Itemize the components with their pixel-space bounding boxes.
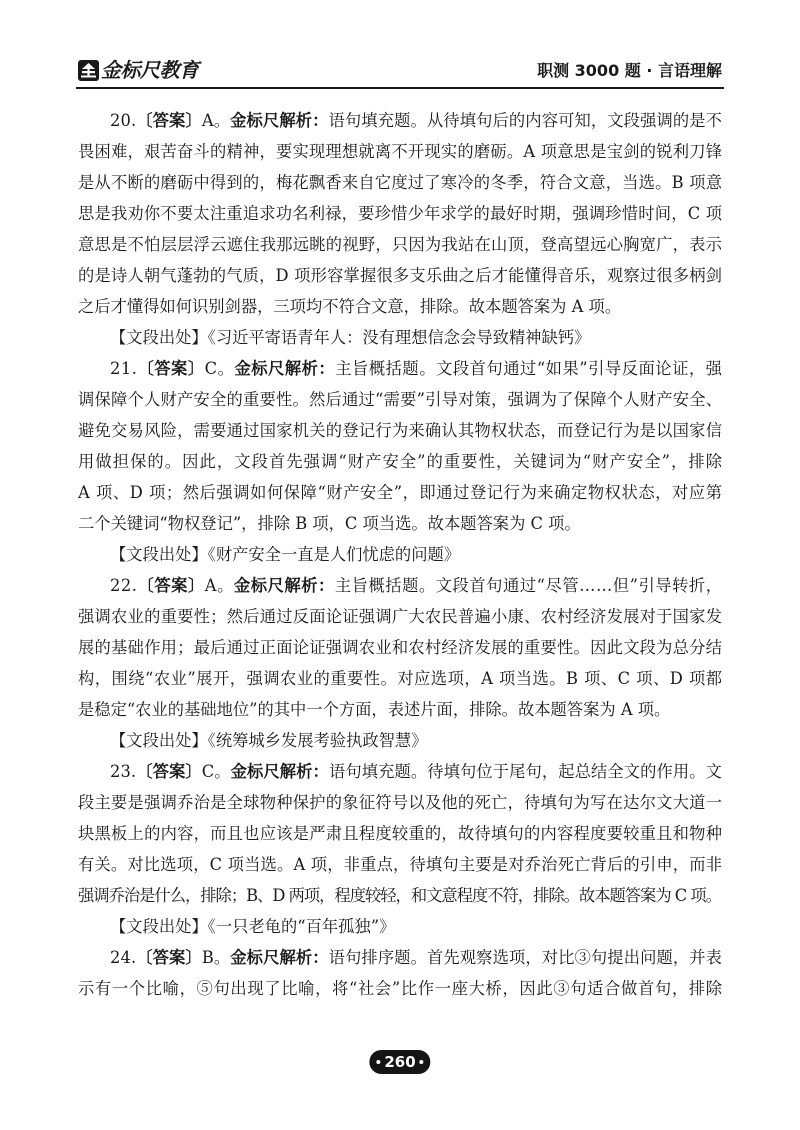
analysis-text: 用做担保的。因此，文段首先强调“财产安全”的重要性，关键词为“财产安全”，排除 [78, 452, 724, 471]
source-text [110, 328, 590, 347]
source-title: 《习近平寄语青年人：没有理想信念会导致精神缺钙》 [207, 328, 591, 347]
source-title: 《财产安全一直是人们忧虑的问题》 [207, 545, 461, 564]
analysis-text: 意思是不怕层层浮云遮住我那远眺的视野，只因为我站在山顶，登高望远心胸宽广，表示 [78, 235, 723, 254]
answer-value: B。 [201, 948, 231, 967]
text-line [78, 694, 722, 725]
analysis-text: 调保障个人财产安全的重要性。然后通过“需要”引导对策，强调为了保障个人财产安全、 [78, 390, 723, 409]
text-line [78, 415, 722, 446]
source-text [110, 731, 428, 750]
source-title: 《一只老龟的“百年孤独”》 [207, 917, 396, 936]
analysis-text: 强调农业的重要性；然后通过反面论证强调广大农民普遍小康、农村经济发展对于国家发 [78, 607, 723, 626]
analysis-text: 构，围绕“农业”展开，强调农业的重要性。对应选项，A 项当选。B 项、C 项、D 项都 [78, 669, 723, 688]
text-line [78, 446, 722, 477]
analysis-label: 金标尺解析： [234, 359, 336, 378]
source-label: 【文段出处】 [110, 731, 208, 750]
brand-name: 金标尺教育 [101, 58, 199, 82]
question-number: 20. [110, 111, 137, 130]
answer-label: 〔答案〕 [136, 111, 202, 130]
dot-ornament-icon [376, 1060, 380, 1064]
source-line [78, 911, 722, 942]
text-line [78, 291, 722, 322]
answer-entry [78, 353, 722, 570]
answer-label: 〔答案〕 [137, 359, 205, 378]
header-divider [76, 87, 724, 89]
text-line [78, 167, 722, 198]
analysis-text: 有关。对比选项，C 项当选。A 项，非重点，待填句主要是对乔治死亡背后的引申，而非 [78, 855, 723, 874]
analysis-text: 主旨概括题。文段首句通过“如果”引导反面论证，强 [335, 359, 723, 378]
source-label: 【文段出处】 [110, 328, 208, 347]
source-line [78, 322, 722, 353]
analysis-text: 展的基础作用；最后通过正面论证强调农业和农村经济发展的重要性。因此文段为总分结 [78, 638, 723, 657]
analysis-text: A 项、D 项；然后强调如何保障“财产安全”，即通过登记行为来确定物权状态，对应第 [78, 483, 723, 502]
text-line [78, 508, 722, 539]
answer-label: 〔答案〕 [137, 576, 205, 595]
source-label: 【文段出处】 [110, 545, 208, 564]
analysis-text: 块黑板上的内容，而且也应该是严肃且程度较重的，故待填句的内容程度要较重且和物种 [78, 824, 723, 843]
text-line [78, 818, 722, 849]
ruler-logo-icon [78, 60, 99, 81]
analysis-text: 的是诗人朝气蓬勃的气质，D 项形容掌握很多支乐曲之后才能懂得音乐，观察过很多柄剑 [78, 266, 723, 285]
source-title: 《统筹城乡发展考验执政智慧》 [207, 731, 428, 750]
analysis-text: 语句填充题。待填句位于尾句，起总结全文的作用。文 [328, 762, 723, 781]
text-line [78, 632, 722, 663]
analysis-text: 主旨概括题。文段首句通过“尽管……但”引导转折， [334, 576, 723, 595]
entry-first-line [78, 353, 722, 384]
answer-entry [78, 105, 722, 353]
answer-label: 〔答案〕 [136, 762, 202, 781]
analysis-label: 金标尺解析： [230, 948, 329, 967]
text-line [78, 136, 722, 167]
analysis-text: 之后才懂得如何识别剑器，三项均不符合文意，排除。故本题答案为 A 项。 [78, 297, 622, 316]
source-line [78, 539, 722, 570]
first-line-text [110, 762, 722, 781]
text-line [78, 973, 722, 1004]
answer-entry [78, 756, 722, 942]
analysis-text: 示有一个比喻，⑤句出现了比喻，将“社会”比作一座大桥，因此③句适合做首句，排除 [78, 979, 723, 998]
text-line [78, 663, 722, 694]
text-line [78, 477, 722, 508]
first-line-text [110, 359, 722, 378]
question-number: 24. [110, 948, 137, 967]
entry-first-line [78, 570, 722, 601]
analysis-text: 强调乔治是什么，排除；B、D 两项，程度较轻，和文意程度不符，排除。故本题答案为 C 项。 [78, 886, 721, 905]
analysis-text: 畏困难，艰苦奋斗的精神，要实现理想就离不开现实的磨砺。A 项意思是宝剑的锐利刀锋 [78, 142, 723, 161]
first-line-text [110, 576, 723, 595]
analysis-label: 金标尺解析： [230, 111, 329, 130]
entry-first-line [78, 756, 722, 787]
answer-value: A。 [204, 576, 234, 595]
text-line [78, 260, 722, 291]
answer-value: A。 [201, 111, 231, 130]
analysis-text: 是从不断的磨砺中得到的，梅花飘香来自它度过了寒冷的冬季，符合文意，当选。B 项意 [78, 173, 723, 192]
question-number: 22. [110, 576, 138, 595]
analysis-text: 二个关键词“物权登记”，排除 B 项，C 项当选。故本题答案为 C 项。 [78, 514, 581, 533]
answer-value: C。 [201, 762, 231, 781]
source-text [110, 545, 460, 564]
source-text [110, 917, 395, 936]
analysis-text: 避免交易风险，需要通过国家机关的登记行为来确认其物权状态，而登记行为是以国家信 [78, 421, 723, 440]
analysis-text: 是稳定“农业的基础地位”的其中一个方面，表述片面，排除。故本题答案为 A 项。 [78, 700, 671, 719]
answer-explanations [78, 105, 722, 1004]
source-line [78, 725, 722, 756]
analysis-text: 思是我劝你不要太注重追求功名利禄，要珍惜少年求学的最好时期，强调珍惜时间，C 项 [78, 204, 723, 223]
analysis-text: 语句排序题。首先观察选项，对比③句提出问题，并表 [328, 948, 723, 967]
page-number: 260 [384, 1053, 416, 1071]
text-line [78, 787, 722, 818]
book-title: 职测 3000 题 · 言语理解 [537, 61, 722, 80]
analysis-text: 语句填充题。从待填句后的内容可知，文段强调的是不 [328, 111, 723, 130]
text-line [78, 384, 722, 415]
text-line [78, 198, 722, 229]
analysis-text: 段主要是强调乔治是全球物种保护的象征符号以及他的死亡，待填句为写在达尔文大道一 [78, 793, 723, 812]
question-number: 21. [110, 359, 138, 378]
text-line [78, 849, 722, 880]
analysis-label: 金标尺解析： [233, 576, 335, 595]
analysis-label: 金标尺解析： [230, 762, 329, 781]
dot-ornament-icon [420, 1060, 424, 1064]
text-line [78, 880, 722, 911]
entry-first-line [78, 942, 722, 973]
text-line [78, 601, 722, 632]
answer-entry [78, 570, 722, 756]
question-number: 23. [110, 762, 137, 781]
first-line-text [110, 948, 722, 967]
text-line [78, 229, 722, 260]
first-line-text [110, 111, 722, 130]
entry-first-line [78, 105, 722, 136]
source-label: 【文段出处】 [110, 917, 208, 936]
page-number-badge [369, 1050, 430, 1074]
answer-label: 〔答案〕 [136, 948, 202, 967]
answer-value: C。 [204, 359, 235, 378]
answer-entry [78, 942, 722, 1004]
